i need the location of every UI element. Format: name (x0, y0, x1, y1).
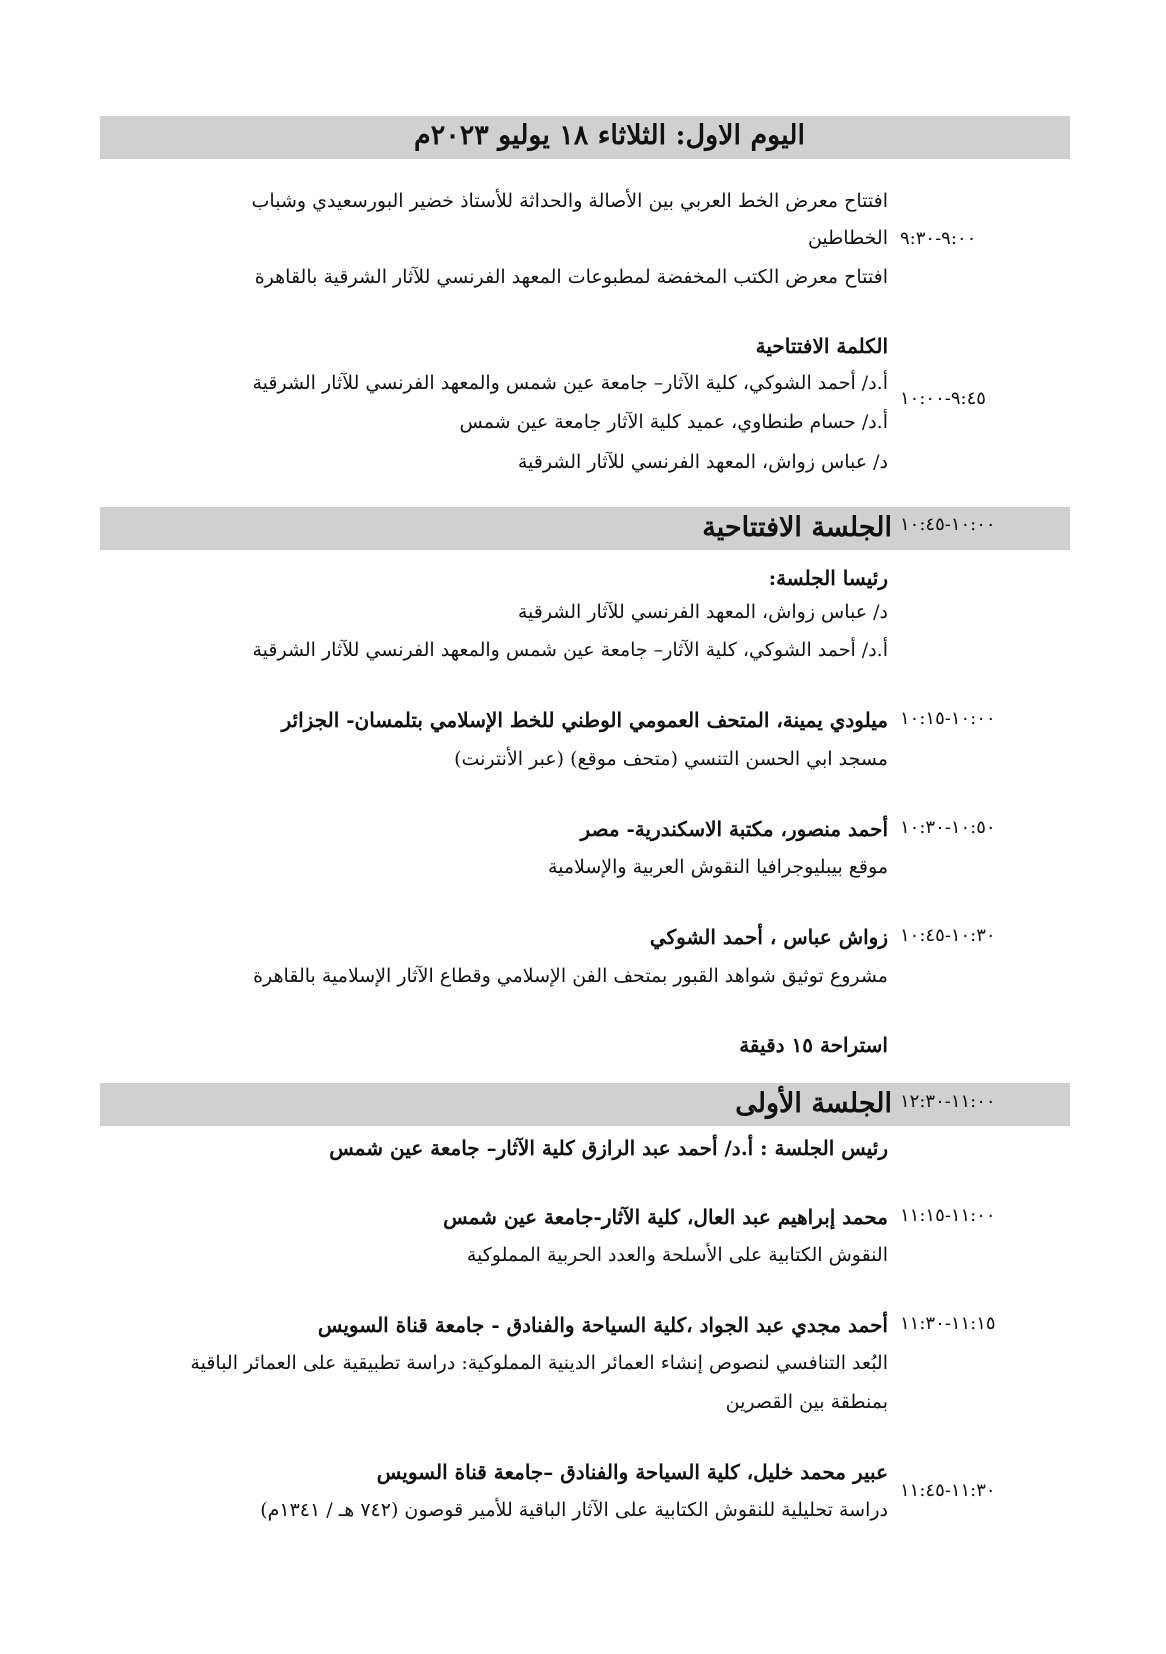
talk-speaker: عبير محمد خليل، كلية السياحة والفنادق –جامعة قناة السويس (376, 1460, 888, 1484)
day-header-band (100, 116, 1070, 159)
speaker-line: د/ عباس زواش، المعهد الفرنسي للآثار الشرقية (517, 451, 888, 473)
session-title: الجلسة الأولى (735, 1088, 892, 1119)
opening-event-line: افتتاح معرض الكتب المخفضة لمطبوعات المعهد الفرنسي للآثار الشرقية بالقاهرة (254, 266, 888, 288)
speaker-line: أ.د/ حسام طنطاوي، عميد كلية الآثار جامعة عين شمس (459, 411, 888, 433)
time-slot: ٩:٠٠-٩:٣٠ (900, 228, 977, 249)
talk-speaker: ميلودي يمينة، المتحف العمومي الوطني للخط الإسلامي بتلمسان- الجزائر (281, 708, 888, 732)
talk-topic: بمنطقة بين القصرين (725, 1391, 888, 1413)
talk-topic: البُعد التنافسي لنصوص إنشاء العمائر الدينية المملوكية: دراسة تطبيقية على العمائر الباقية (190, 1352, 888, 1374)
time-slot: ١٠:٠٠-١٠:٤٥ (900, 514, 996, 535)
time-slot: ١١:٠٠-١١:١٥ (900, 1205, 996, 1226)
time-slot: ٩:٤٥-١٠:٠٠ (900, 388, 986, 409)
time-slot: ١١:٣٠-١١:٤٥ (900, 1480, 996, 1501)
time-slot: ١١:١٥-١١:٣٠ (900, 1313, 996, 1334)
day-title: اليوم الاول: الثلاثاء ١٨ يوليو ٢٠٢٣م (413, 120, 805, 151)
chair-line: د/ عباس زواش، المعهد الفرنسي للآثار الشرقية (517, 601, 888, 623)
chair-line: رئيس الجلسة : أ.د/ أحمد عبد الرازق كلية الآثار– جامعة عين شمس (329, 1136, 888, 1160)
talk-topic: موقع بيبليوجرافيا النقوش العربية والإسلامية (547, 856, 888, 878)
opening-event-line: افتتاح معرض الخط العربي بين الأصالة والحداثة للأستاذ خضير البورسعيدي وشباب (251, 190, 888, 212)
break-note: استراحة ١٥ دقيقة (739, 1033, 888, 1057)
speaker-line: أ.د/ أحمد الشوكي، كلية الآثار– جامعة عين شمس والمعهد الفرنسي للآثار الشرقية (252, 372, 888, 394)
talk-topic: مسجد ابي الحسن التنسي (متحف موقع) (عبر الأنترنت) (454, 748, 888, 770)
talk-topic: النقوش الكتابية على الأسلحة والعدد الحربية المملوكية (466, 1244, 888, 1266)
talk-speaker: أحمد منصور، مكتبة الاسكندرية- مصر (580, 817, 888, 841)
time-slot: ١٠:٥٠-١٠:٣٠ (900, 817, 996, 838)
talk-speaker: محمد إبراهيم عبد العال، كلية الآثار-جامعة عين شمس (443, 1205, 888, 1229)
opening-event-line: الخطاطين (807, 227, 888, 249)
talk-speaker: أحمد مجدي عبد الجواد ،كلية السياحة والفنادق - جامعة قناة السويس (317, 1313, 888, 1337)
section-heading: الكلمة الافتتاحية (755, 334, 888, 358)
time-slot: ١٠:٠٠-١٠:١٥ (900, 708, 996, 729)
talk-topic: مشروع توثيق شواهد القبور بمتحف الفن الإسلامي وقطاع الآثار الإسلامية بالقاهرة (253, 965, 888, 987)
time-slot: ١٠:٣٠-١٠:٤٥ (900, 925, 996, 946)
time-slot: ١١:٠٠-١٢:٣٠ (900, 1091, 996, 1112)
session-title: الجلسة الافتتاحية (702, 512, 892, 543)
chair-line: أ.د/ أحمد الشوكي، كلية الآثار– جامعة عين شمس والمعهد الفرنسي للآثار الشرقية (252, 639, 888, 661)
talk-speaker: زواش عباس ، أحمد الشوكي (649, 925, 888, 949)
chairs-label: رئيسا الجلسة: (768, 566, 888, 590)
talk-topic: دراسة تحليلية للنقوش الكتابية على الآثار الباقية للأمير قوصون (٧٤٢ هـ / ١٣٤١م) (260, 1499, 888, 1521)
